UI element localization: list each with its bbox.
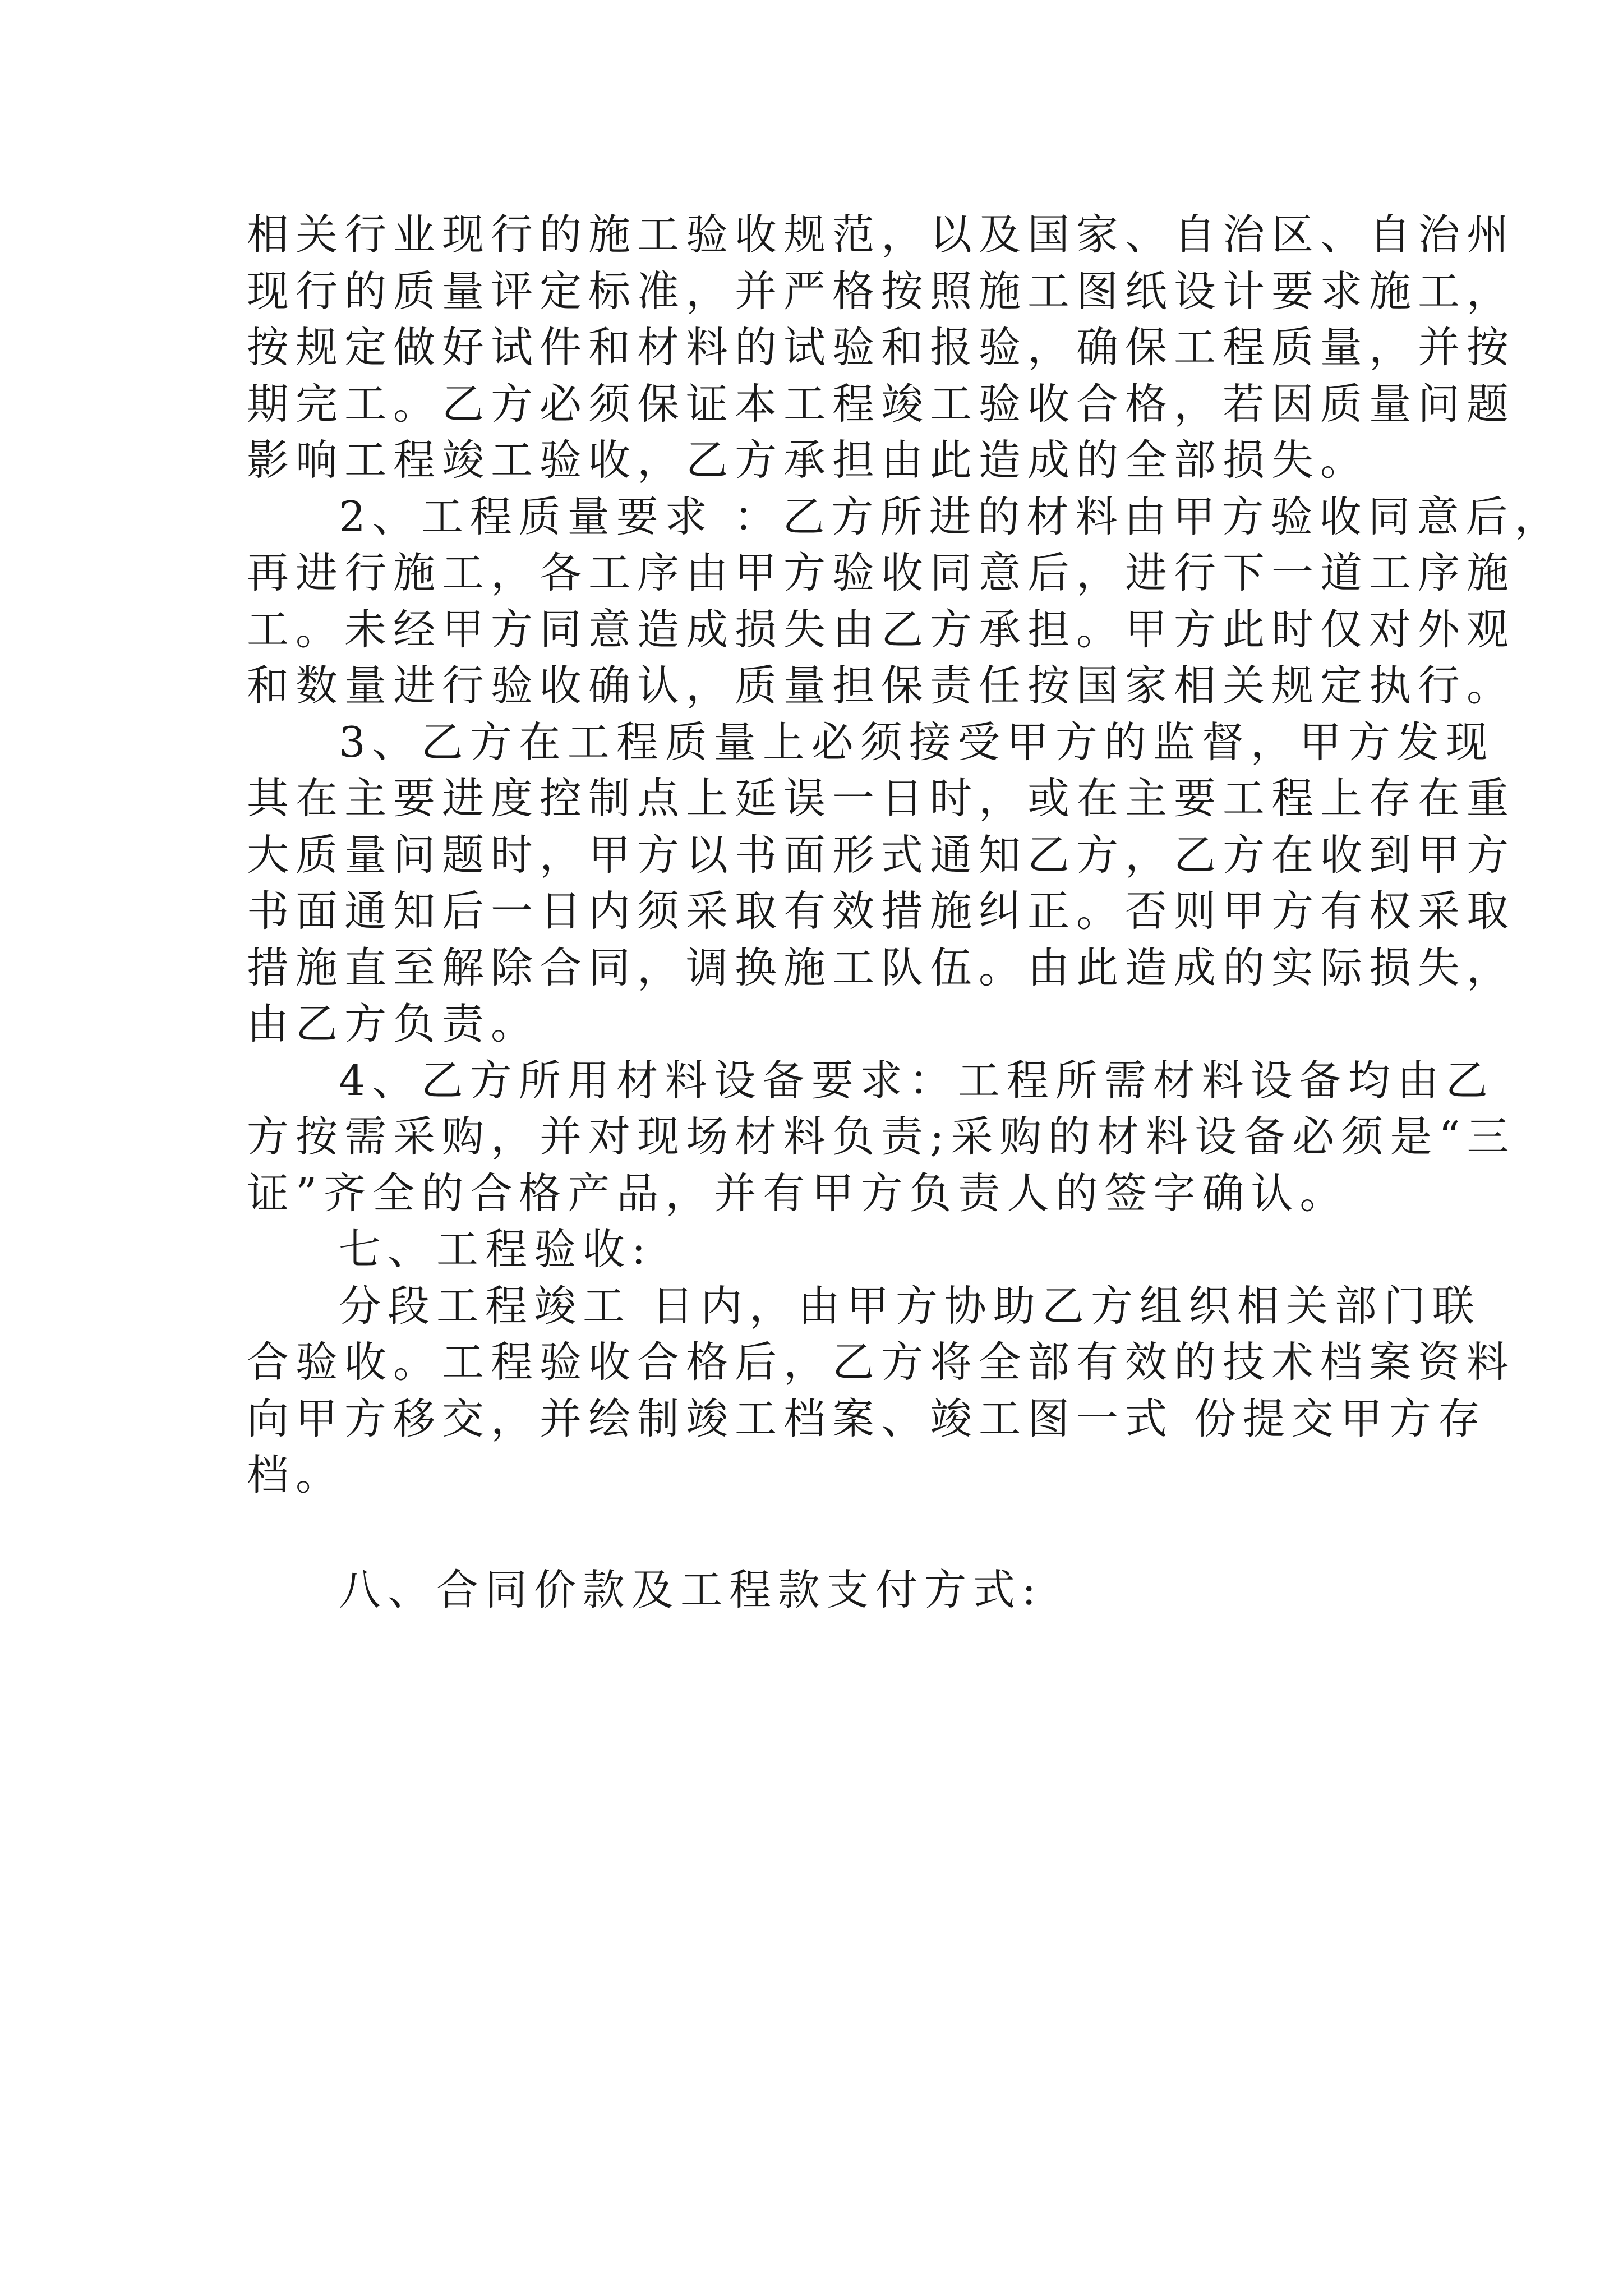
text-line: 书面通知后一日内须采取有效措施纠正。否则甲方有权采取 — [247, 886, 1516, 936]
paragraph-start: 3、乙方在工程质量上必须接受甲方的监督，甲方发现 — [339, 717, 1495, 767]
text-line: 其在主要进度控制点上延误一日时，或在主要工程上存在重 — [247, 774, 1516, 823]
text-line: 向甲方移交，并绘制竣工档案、竣工图一式 份提交甲方存 — [247, 1393, 1487, 1443]
text-line: 档。 — [247, 1450, 345, 1499]
text-line: 证”齐全的合格产品，并有甲方负责人的签字确认。 — [247, 1168, 1349, 1218]
text-line: 期完工。乙方必须保证本工程竣工验收合格，若因质量问题 — [247, 379, 1516, 429]
text-line: 现行的质量评定标准，并严格按照施工图纸设计要求施工， — [247, 266, 1516, 316]
text-line: 再进行施工，各工序由甲方验收同意后，进行下一道工序施 — [247, 548, 1516, 597]
text-line: 由乙方负责。 — [247, 999, 540, 1048]
text-line: 大质量问题时，甲方以书面形式通知乙方，乙方在收到甲方 — [247, 830, 1516, 880]
text-line: 和数量进行验收确认，质量担保责任按国家相关规定执行。 — [247, 661, 1516, 710]
text-line: 相关行业现行的施工验收规范，以及国家、自治区、自治州 — [247, 210, 1516, 259]
text-line: 影响工程竣工验收，乙方承担由此造成的全部损失。 — [247, 435, 1370, 485]
paragraph-start: 2、工程质量要求 ：乙方所进的材料由甲方验收同意后， — [339, 491, 1564, 541]
text-line: 合验收。工程验收合格后，乙方将全部有效的技术档案资料 — [247, 1337, 1516, 1387]
paragraph-start: 4、乙方所用材料设备要求：工程所需材料设备均由乙 — [339, 1055, 1495, 1105]
body-text — [247, 206, 1564, 1618]
section-heading: 八、合同价款及工程款支付方式: — [339, 1565, 1043, 1614]
paragraph-start: 分段工程竣工 日内，由甲方协助乙方组织相关部门联 — [339, 1281, 1481, 1331]
text-line: 按规定做好试件和材料的试验和报验，确保工程质量，并按 — [247, 323, 1516, 372]
text-line: 措施直至解除合同，调换施工队伍。由此造成的实际损失， — [247, 942, 1516, 992]
section-spacer — [247, 1503, 1413, 1562]
section-heading: 七、工程验收: — [339, 1225, 653, 1274]
text-line: 方按需采购，并对现场材料负责;采购的材料设备必须是“三 — [247, 1112, 1516, 1161]
text-line: 工。未经甲方同意造成损失由乙方承担。甲方此时仅对外观 — [247, 604, 1516, 654]
